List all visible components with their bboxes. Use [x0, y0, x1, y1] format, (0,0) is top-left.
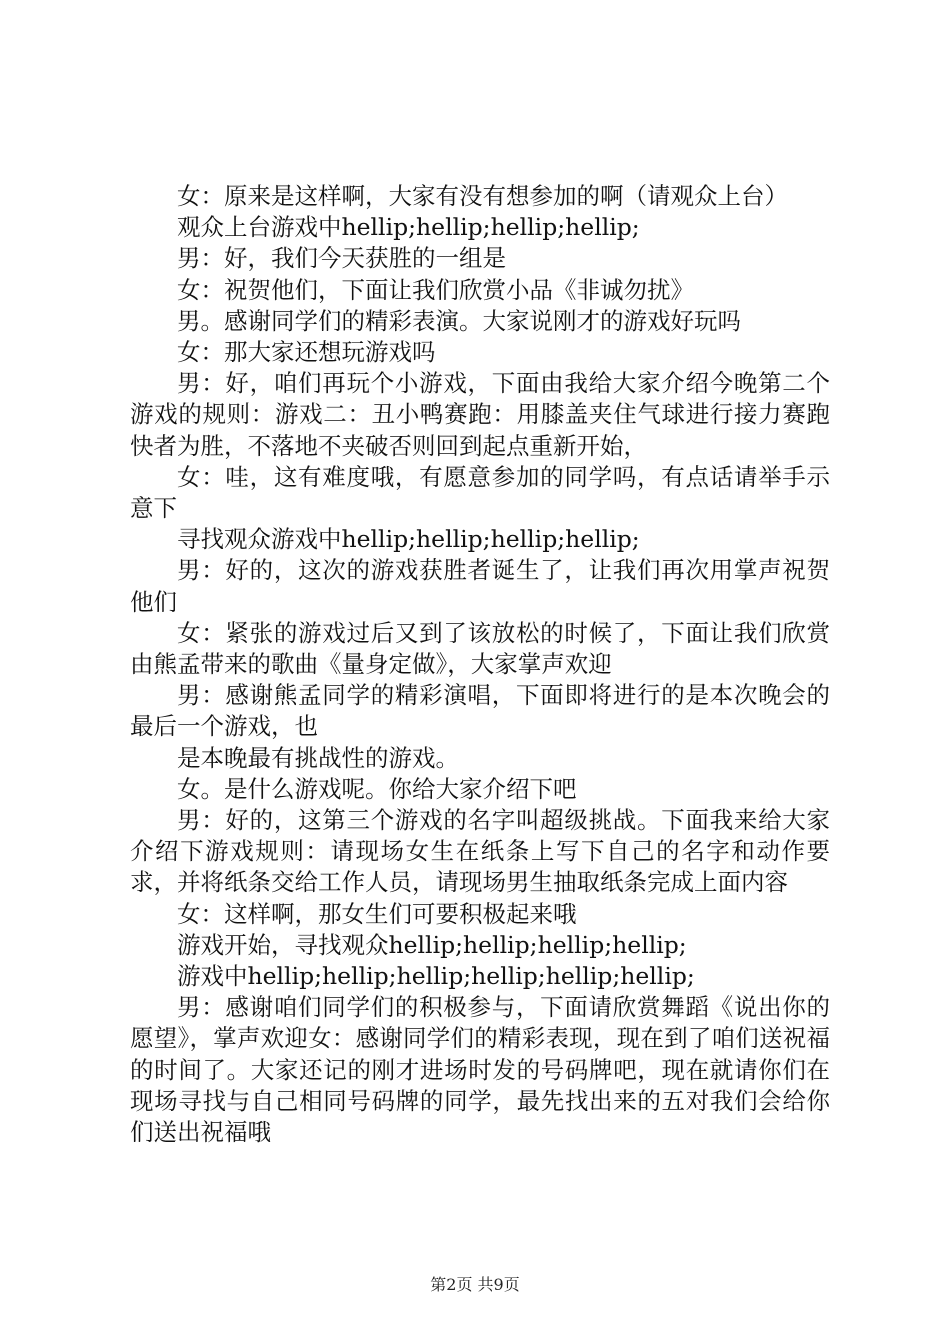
paragraph: 是本晚最有挑战性的游戏。 — [177, 743, 459, 772]
body-text — [130, 181, 830, 1148]
paragraph: 观众上台游戏中hellip;hellip;hellip;hellip; — [177, 213, 640, 242]
paragraph: 男：好，我们今天获胜的一组是 — [177, 244, 506, 273]
paragraph: 男：感谢咱们同学们的积极参与，下面请欣赏舞蹈《说出你的愿望》，掌声欢迎女：感谢同学们的精彩表现，现在到了咱们送祝福的时间了。大家还记的刚才进场时发的号码牌吧，现在就请你们在现场寻找与自己相同号码牌的同学，最先找出来的五对我们会给你们送出祝福哦 — [130, 993, 830, 1147]
paragraph: 女：紧张的游戏过后又到了该放松的时候了，下面让我们欣赏由熊孟带来的歌曲《量身定做》，大家掌声欢迎 — [130, 618, 830, 679]
paragraph: 游戏开始，寻找观众hellip;hellip;hellip;hellip; — [177, 930, 687, 959]
paragraph: 女：哇，这有难度哦，有愿意参加的同学吗，有点话请举手示意下 — [130, 462, 830, 523]
paragraph: 游戏中hellip;hellip;hellip;hellip;hellip;hellip; — [177, 962, 695, 991]
paragraph: 寻找观众游戏中hellip;hellip;hellip;hellip; — [177, 525, 640, 554]
paragraph: 男。感谢同学们的精彩表演。大家说刚才的游戏好玩吗 — [177, 306, 741, 335]
paragraph: 女：祝贺他们，下面让我们欣赏小品《非诚勿扰》 — [177, 275, 694, 304]
paragraph: 男：好，咱们再玩个小游戏，下面由我给大家介绍今晚第二个游戏的规则：游戏二：丑小鸭赛跑：用膝盖夹住气球进行接力赛跑快者为胜，不落地不夹破否则回到起点重新开始， — [130, 369, 830, 460]
paragraph: 女：那大家还想玩游戏吗 — [177, 338, 436, 367]
paragraph: 女。是什么游戏呢。你给大家介绍下吧 — [177, 774, 577, 803]
page-footer: 第2页 共9页 — [430, 1275, 520, 1294]
paragraph: 女：这样啊，那女生们可要积极起来哦 — [177, 899, 577, 928]
paragraph: 女：原来是这样啊，大家有没有想参加的啊（请观众上台） — [177, 182, 788, 210]
paragraph: 男：好的，这第三个游戏的名字叫超级挑战。下面我来给大家介绍下游戏规则：请现场女生在纸条上写下自己的名字和动作要求，并将纸条交给工作人员，请现场男生抽取纸条完成上面内容 — [130, 806, 830, 897]
paragraph: 男：感谢熊孟同学的精彩演唱，下面即将进行的是本次晚会的最后一个游戏，也 — [130, 681, 830, 741]
paragraph: 男：好的，这次的游戏获胜者诞生了，让我们再次用掌声祝贺他们 — [130, 556, 830, 616]
